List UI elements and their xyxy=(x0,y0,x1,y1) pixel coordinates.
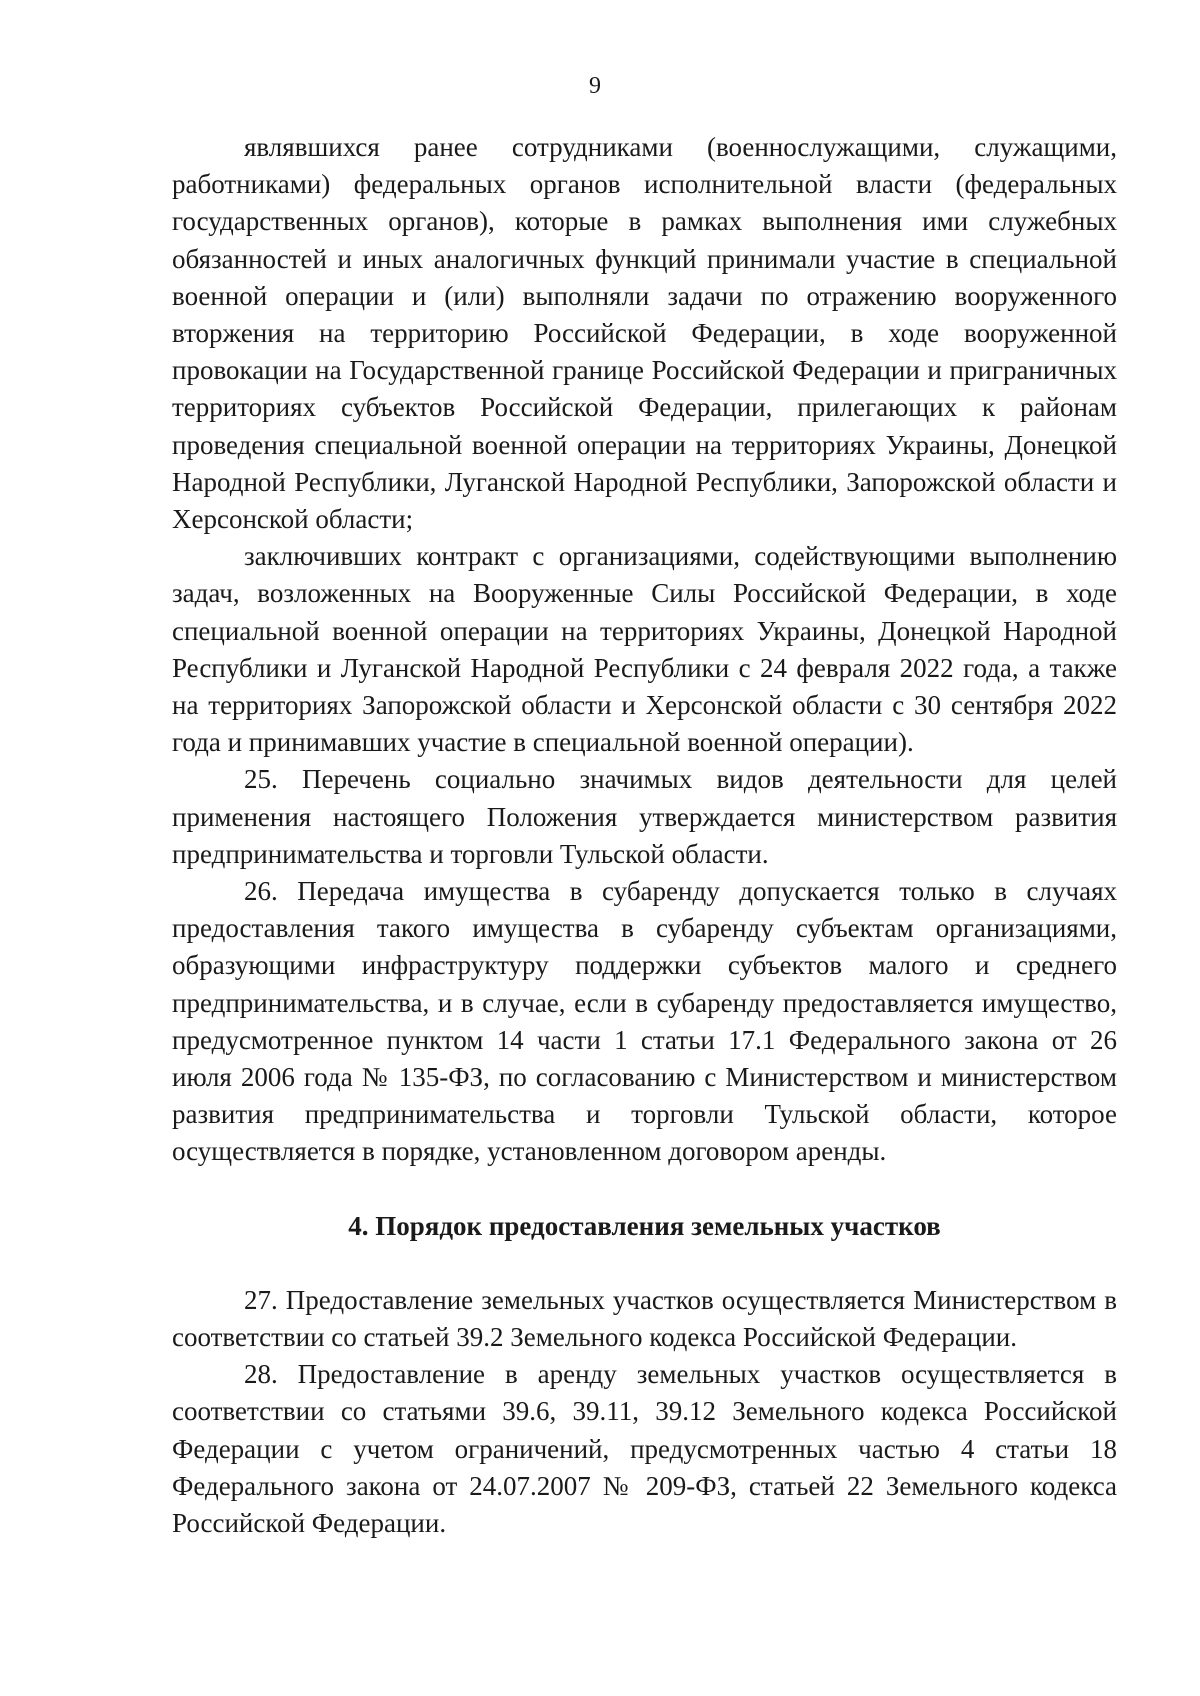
paragraph-contracted-organizations: заключивших контракт с организациями, содействующими выполнению задач, возложенных на Вооруженные Силы Российской Федерации, в ходе специальной военной операции на территориях Украины, Донецкой Народной Республики и Луганской Народной Республики с 24 февраля 2022 года, а также на территориях Запорожской области и Херсонской области с 30 сентября 2022 года и принимавших участие в специальной военной операции). xyxy=(172,541,1117,758)
paragraph-former-employees: являвшихся ранее сотрудниками (военнослужащими, служащими, работниками) федеральных органов исполнительной власти (федеральных государственных органов), которые в рамках выполнения ими служебных обязанностей и иных аналогичных функций принимали участие в специальной военной операции и (или) выполняли задачи по отражению вооруженного вторжения на территорию Российской Федерации, в ходе вооруженной провокации на Государственной границе Российской Федерации и приграничных территориях субъектов Российской Федерации, прилегающих к районам проведения специальной военной операции на территориях Украины, Донецкой Народной Республики, Луганской Народной Республики, Запорожской области и Херсонской области; xyxy=(172,132,1117,535)
paragraph-item-26: 26. Передача имущества в субаренду допускается только в случаях предоставления такого имущества в субаренду субъектам организациями, образующими инфраструктуру поддержки субъектов малого и среднего предпринимательства, и в случае, если в субаренду предоставляется имущество, предусмотренное пунктом 14 части 1 статьи 17.1 Федерального закона от 26 июля 2006 года № 135-ФЗ, по согласованию с Министерством и министерством развития предпринимательства и торговли Тульской области, которое осуществляется в порядке, установленном договором аренды. xyxy=(172,876,1117,1167)
section-heading: 4. Порядок предоставления земельных участков xyxy=(348,1210,941,1241)
paragraph-item-25: 25. Перечень социально значимых видов деятельности для целей применения настоящего Положения утверждается министерством развития предпринимательства и торговли Тульской области. xyxy=(172,764,1117,869)
paragraph-item-28: 28. Предоставление в аренду земельных участков осуществляется в соответствии со статьями 39.6, 39.11, 39.12 Земельного кодекса Российской Федерации с учетом ограничений, предусмотренных частью 4 статьи 18 Федерального закона от 24.07.2007 № 209-ФЗ, статьей 22 Земельного кодекса Российской Федерации. xyxy=(172,1359,1117,1538)
page-number: 9 xyxy=(589,73,601,99)
paragraph-item-27: 27. Предоставление земельных участков осуществляется Министерством в соответствии со статьей 39.2 Земельного кодекса Российской Федерации. xyxy=(172,1284,1117,1352)
document-body xyxy=(172,129,1117,1542)
